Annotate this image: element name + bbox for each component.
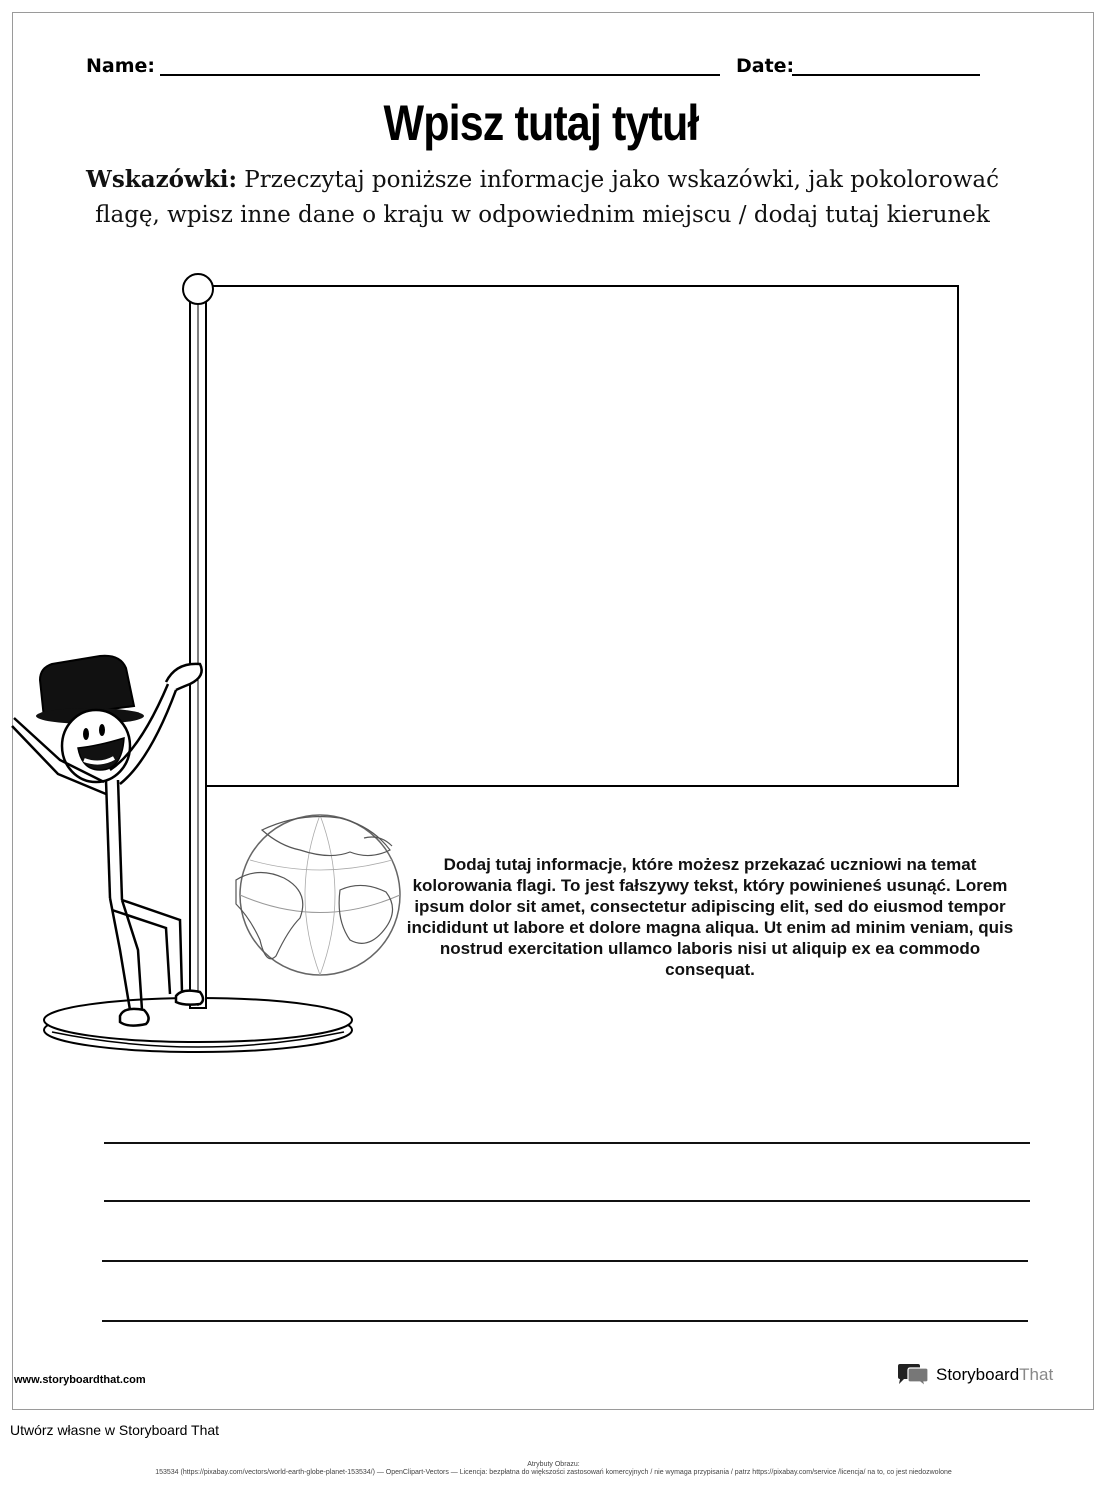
brand-logo — [896, 1362, 1053, 1388]
attribution-title: Atrybuty Obrazu: — [527, 1461, 580, 1468]
directions-label: Wskazówki: — [86, 166, 237, 193]
brand-name-part2: That — [1019, 1365, 1054, 1384]
directions-text: Przeczytaj poniższe informacje jako wskazówki, jak pokolorować flagę, wpisz inne dane o kraju w odpowiednim miejscu / dodaj tutaj kierunek — [95, 167, 999, 228]
writing-line[interactable] — [102, 1320, 1028, 1322]
brand-name-part1: Storyboard — [936, 1365, 1020, 1384]
writing-line[interactable] — [104, 1142, 1030, 1144]
create-your-own-link[interactable]: Utwórz własne w Storyboard That — [10, 1422, 220, 1438]
site-url: www.storyboardthat.com — [14, 1374, 146, 1386]
writing-line[interactable] — [104, 1200, 1030, 1202]
storyboardthat-logo-icon — [896, 1363, 930, 1387]
attribution-text: 153534 (https://pixabay.com/vectors/world-earth-globe-planet-153534/) — OpenClipart-Vectors — Licencja: bezpłatna do większości zastosowań komercyjnych / nie wymaga przypisania / patrz https://pixabay.com/service /licencja/ na to, co jest niedozwolone — [155, 1469, 952, 1476]
date-label: Date: — [736, 55, 795, 77]
brand-name — [936, 1365, 1053, 1385]
writing-line[interactable] — [102, 1260, 1028, 1262]
info-text[interactable]: Dodaj tutaj informacje, które możesz przekazać uczniowi na temat kolorowania flagi. To jest fałszywy tekst, który powinieneś usunąć. Lorem ipsum dolor sit amet, consectetur adipiscing elit, sed do eiusmod tempor incididunt ut labore et dolore magna aliqua. Ut enim ad minim veniam, quis nostrud exercitation ullamco laboris nisi ut aliquip ex ea commodo consequat. — [406, 855, 1014, 979]
page-title[interactable]: Wpisz tutaj tytuł — [383, 95, 699, 151]
name-label: Name: — [86, 55, 156, 77]
